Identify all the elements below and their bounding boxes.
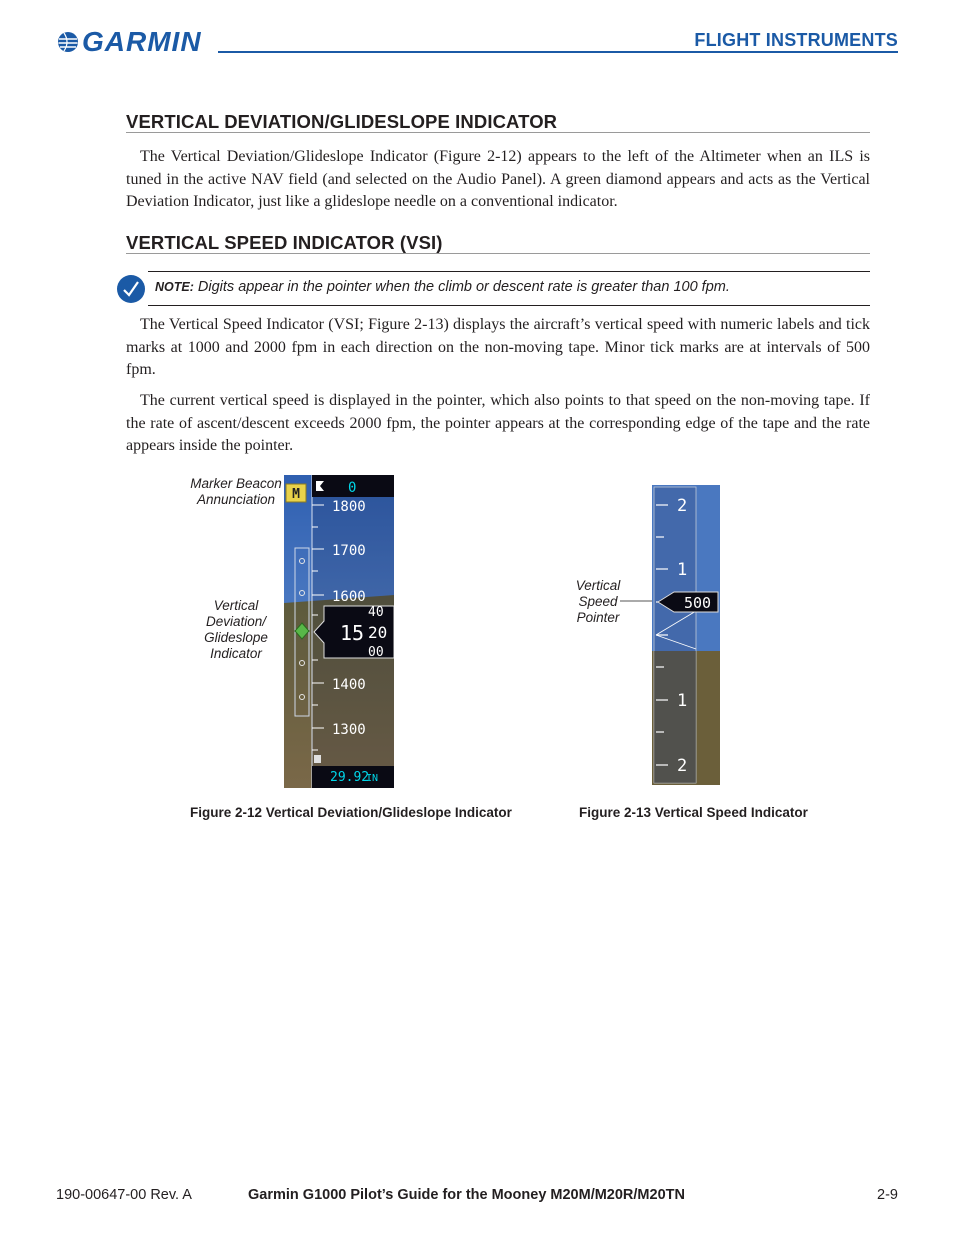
globe-icon bbox=[58, 32, 78, 52]
paragraph: The Vertical Deviation/Glideslope Indicator (Figure 2-12) appears to the left of the Altimeter when an ILS is tuned in the active NAV field (and selected on the Audio Panel). A green diamond appears and acts as the Vertical Deviation Indicator, just like a glideslope needle on a conventional indicator. bbox=[126, 148, 870, 210]
altitude-readout bbox=[314, 605, 394, 660]
heading-vsi: VERTICAL SPEED INDICATOR (VSI) bbox=[126, 232, 443, 253]
figure-caption: Figure 2-12 Vertical Deviation/Glideslope Indicator bbox=[190, 805, 512, 820]
vsi-label: 1 bbox=[677, 691, 688, 711]
baro-value: 29.92 bbox=[330, 770, 370, 785]
footer-title: Garmin G1000 Pilot’s Guide for the Mooney M20M/M20R/M20TN bbox=[248, 1187, 685, 1203]
selected-altitude-box bbox=[312, 475, 394, 497]
tape-label: 1700 bbox=[332, 543, 366, 559]
note-check-icon bbox=[116, 274, 146, 309]
callout-vdi: Vertical Deviation/ Glideslope Indicator bbox=[204, 598, 268, 661]
figure-caption: Figure 2-13 Vertical Speed Indicator bbox=[579, 805, 808, 820]
altitude-roll-digits: 00 bbox=[368, 645, 384, 660]
tape-label: 1600 bbox=[332, 589, 366, 605]
note-label: NOTE: bbox=[155, 280, 194, 294]
paragraph: The Vertical Speed Indicator (VSI; Figure 2-13) displays the aircraft’s vertical speed with numeric labels and tick marks at 1000 and 2000 fpm in each direction on the non-moving tape. Minor tick marks are at intervals of 500 fpm. bbox=[126, 316, 870, 378]
note-rule-top bbox=[148, 271, 870, 272]
footer-page-number: 2-9 bbox=[877, 1187, 898, 1203]
vsi-label: 2 bbox=[677, 496, 688, 516]
altitude-roll-digits: 40 bbox=[368, 605, 384, 620]
altitude-trend-marker bbox=[314, 755, 321, 763]
vsi-label: 2 bbox=[677, 756, 688, 776]
vsi-label: 1 bbox=[677, 560, 688, 580]
note bbox=[155, 279, 730, 295]
paragraph: The current vertical speed is displayed in the pointer, which also points to that speed on the non-moving tape. If the rate of ascent/descent exceeds 2000 fpm, the pointer appears at the corresponding edge of the tape and the rate appears inside the pointer. bbox=[126, 392, 870, 454]
section-title: FLIGHT INSTRUMENTS bbox=[694, 30, 898, 50]
vsi-pointer-value: 500 bbox=[684, 594, 712, 612]
footer-doc-number: 190-00647-00 Rev. A bbox=[56, 1187, 192, 1203]
heading-rule bbox=[126, 253, 870, 254]
tape-label: 1400 bbox=[332, 677, 366, 693]
marker-beacon-annunciator bbox=[286, 484, 306, 502]
note-rule-bottom bbox=[148, 305, 870, 306]
callout-vsi-pointer: Vertical Speed Pointer bbox=[575, 578, 621, 625]
altitude-major-digits: 15 bbox=[340, 621, 365, 645]
tape-label: 1300 bbox=[332, 722, 366, 738]
selected-altitude-value: 0 bbox=[348, 480, 357, 496]
heading-vdi: VERTICAL DEVIATION/GLIDESLOPE INDICATOR bbox=[126, 111, 558, 132]
vsi-figure bbox=[652, 485, 720, 790]
altitude-roll-digits: 20 bbox=[368, 623, 388, 642]
garmin-logo bbox=[56, 28, 216, 61]
note-body: Digits appear in the pointer when the climb or descent rate is greater than 100 fpm. bbox=[197, 279, 730, 295]
baro-setting-box bbox=[312, 766, 394, 788]
marker-beacon-letter: M bbox=[292, 487, 300, 502]
brand-wordmark: GARMIN bbox=[82, 26, 202, 57]
altimeter-figure bbox=[284, 475, 394, 793]
tape-label: 1800 bbox=[332, 499, 366, 515]
callout-marker-beacon: Marker Beacon Annunciation bbox=[190, 476, 282, 507]
baro-unit: IN bbox=[366, 773, 379, 784]
header-rule bbox=[218, 51, 898, 53]
heading-rule bbox=[126, 132, 870, 133]
